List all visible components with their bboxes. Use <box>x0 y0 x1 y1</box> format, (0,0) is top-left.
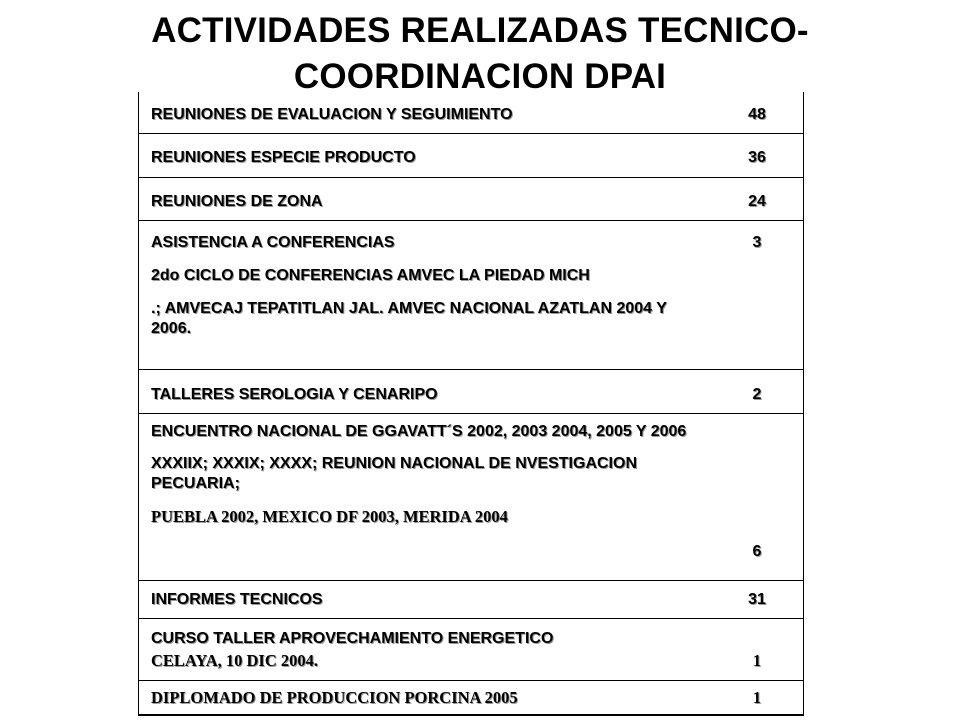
row-label-cell <box>151 192 699 212</box>
row-detail: CELAYA, 10 DIC 2004. <box>151 651 319 670</box>
row-label-cell <box>151 385 699 405</box>
row-value-cell <box>709 590 805 610</box>
row-label-cell <box>151 590 699 610</box>
table-row <box>139 619 803 681</box>
row-value: 3 <box>752 234 762 251</box>
row-label-cell <box>151 629 699 671</box>
row-value-cell <box>709 385 805 405</box>
row-value: 6 <box>752 543 762 560</box>
title-line-2: COORDINACION DPAI <box>293 57 667 96</box>
row-value: 2 <box>752 386 762 403</box>
table-row <box>139 92 803 134</box>
row-value: 1 <box>752 688 762 707</box>
row-label: DIPLOMADO DE PRODUCCION PORCINA 2005 <box>151 688 518 707</box>
row-value: 31 <box>748 591 766 608</box>
table-row <box>139 370 803 414</box>
title-line-1: ACTIVIDADES REALIZADAS TECNICO- <box>151 11 809 50</box>
row-label: CURSO TALLER APROVECHAMIENTO ENERGETICO <box>151 630 554 647</box>
row-value-cell <box>709 192 805 212</box>
row-label-cell <box>151 233 699 339</box>
row-value-cell <box>709 148 805 168</box>
row-value: 48 <box>748 106 766 123</box>
row-label-cell <box>151 105 699 125</box>
activities-table <box>138 92 804 716</box>
row-value-cell <box>709 233 805 253</box>
table-row <box>139 681 803 716</box>
row-value-cell <box>709 651 805 671</box>
row-label: REUNIONES ESPECIE PRODUCTO <box>151 149 416 166</box>
row-label-cell <box>151 688 699 708</box>
row-label: TALLERES SEROLOGIA Y CENARIPO <box>151 386 438 403</box>
row-detail: XXXIIX; XXXIX; XXXX; REUNION NACIONAL DE NVESTIGACION PECUARIA; <box>151 455 637 492</box>
row-detail: 2do CICLO DE CONFERENCIAS AMVEC LA PIEDAD MICH <box>151 267 590 284</box>
row-label: ENCUENTRO NACIONAL DE GGAVATT´S 2002, 2003 2004, 2005 Y 2006 <box>151 423 687 440</box>
row-value: 24 <box>748 193 766 210</box>
page-title <box>0 8 960 100</box>
row-label: REUNIONES DE ZONA <box>151 193 323 210</box>
row-value-cell <box>709 105 805 125</box>
row-value-cell <box>709 542 805 562</box>
row-label: ASISTENCIA A CONFERENCIAS <box>151 234 395 251</box>
table-row <box>139 178 803 221</box>
row-value: 1 <box>752 651 762 670</box>
row-label-cell <box>151 422 699 527</box>
row-label: INFORMES TECNICOS <box>151 591 323 608</box>
table-row <box>139 221 803 370</box>
row-value-cell <box>709 688 805 708</box>
row-label: REUNIONES DE EVALUACION Y SEGUIMIENTO <box>151 106 513 123</box>
row-label-cell <box>151 148 699 168</box>
table-row <box>139 581 803 619</box>
row-detail: PUEBLA 2002, MEXICO DF 2003, MERIDA 2004 <box>151 507 508 526</box>
row-value: 36 <box>748 149 766 166</box>
table-row <box>139 134 803 178</box>
table-row <box>139 414 803 581</box>
row-detail: .; AMVECAJ TEPATITLAN JAL. AMVEC NACIONAL AZATLAN 2004 Y 2006. <box>151 300 667 337</box>
